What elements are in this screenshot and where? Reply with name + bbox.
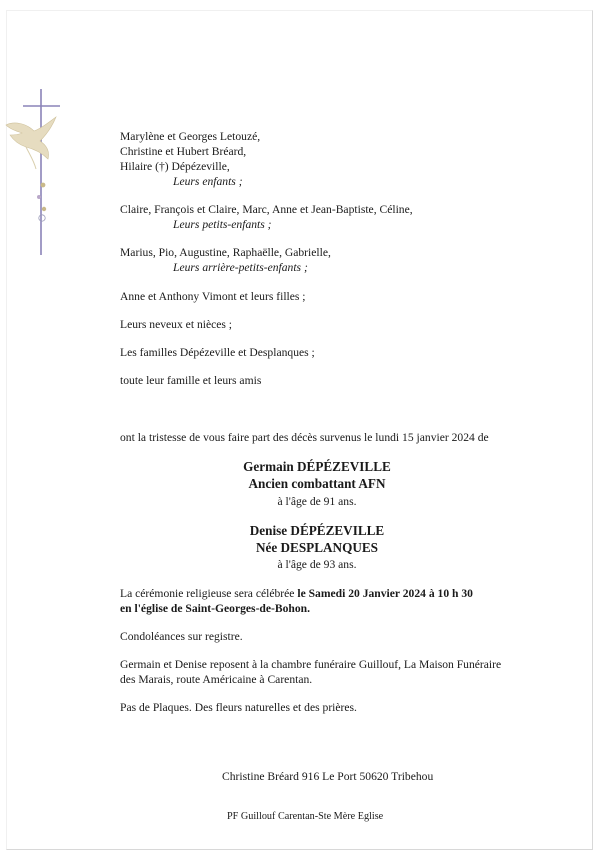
deceased-2-name: Denise DÉPÉZEVILLE (249, 523, 385, 538)
ceremony-place: en l'église de Saint-Georges-de-Bohon. (120, 602, 311, 615)
family-line-toute: toute leur famille et leurs amis (120, 374, 262, 387)
cross-icon (23, 89, 60, 255)
dove-icon (6, 117, 56, 169)
announcement-text: ont la tristesse de vous faire part des décès survenus le lundi 15 janvier 2024 de (120, 431, 489, 444)
children-role: Leurs enfants ; (173, 175, 243, 188)
funeral-director-footer: PF Guillouf Carentan-Ste Mère Eglise (227, 811, 384, 822)
deceased-2-maiden-name: Née DESPLANQUES (256, 540, 378, 555)
funeral-home-line-1: Germain et Denise reposent à la chambre funéraire Guillouf, La Maison Funéraire (120, 658, 502, 671)
family-line-letouze: Marylène et Georges Letouzé, (120, 130, 261, 143)
family-line-hilaire: Hilaire (†) Dépézeville, (120, 160, 230, 173)
family-line-neveux: Leurs neveux et nièces ; (120, 318, 233, 331)
deceased-1-age: à l'âge de 91 ans. (277, 495, 357, 508)
ceremony-date: le Samedi 20 Janvier 2024 à 10 h 30 (297, 587, 473, 600)
family-line-breard: Christine et Hubert Bréard, (120, 145, 247, 158)
deceased-2-age: à l'âge de 93 ans. (277, 558, 357, 571)
family-line-familles: Les familles Dépézeville et Desplanques ; (120, 346, 315, 359)
grandchildren-line: Claire, François et Claire, Marc, Anne et Jean-Baptiste, Céline, (120, 203, 413, 216)
deceased-1-name: Germain DÉPÉZEVILLE (243, 459, 391, 474)
ceremony-intro: La cérémonie religieuse sera célébrée (120, 587, 298, 600)
deceased-1-title: Ancien combattant AFN (248, 476, 386, 491)
funeral-home-line-2: des Marais, route Américaine à Carentan. (120, 673, 313, 686)
greatgrandchildren-line: Marius, Pio, Augustine, Raphaëlle, Gabrielle, (120, 246, 331, 259)
grandchildren-role: Leurs petits-enfants ; (173, 218, 272, 231)
family-line-vimont: Anne et Anthony Vimont et leurs filles ; (120, 290, 306, 303)
contact-address: Christine Bréard 916 Le Port 50620 Tribehou (222, 770, 434, 783)
condoleances-text: Condoléances sur registre. (120, 630, 243, 643)
ceremony-line-1 (120, 586, 473, 601)
flowers-text: Pas de Plaques. Des fleurs naturelles et des prières. (120, 701, 357, 714)
cross-dove-ornament (0, 85, 80, 265)
greatgrandchildren-role: Leurs arrière-petits-enfants ; (173, 261, 308, 274)
